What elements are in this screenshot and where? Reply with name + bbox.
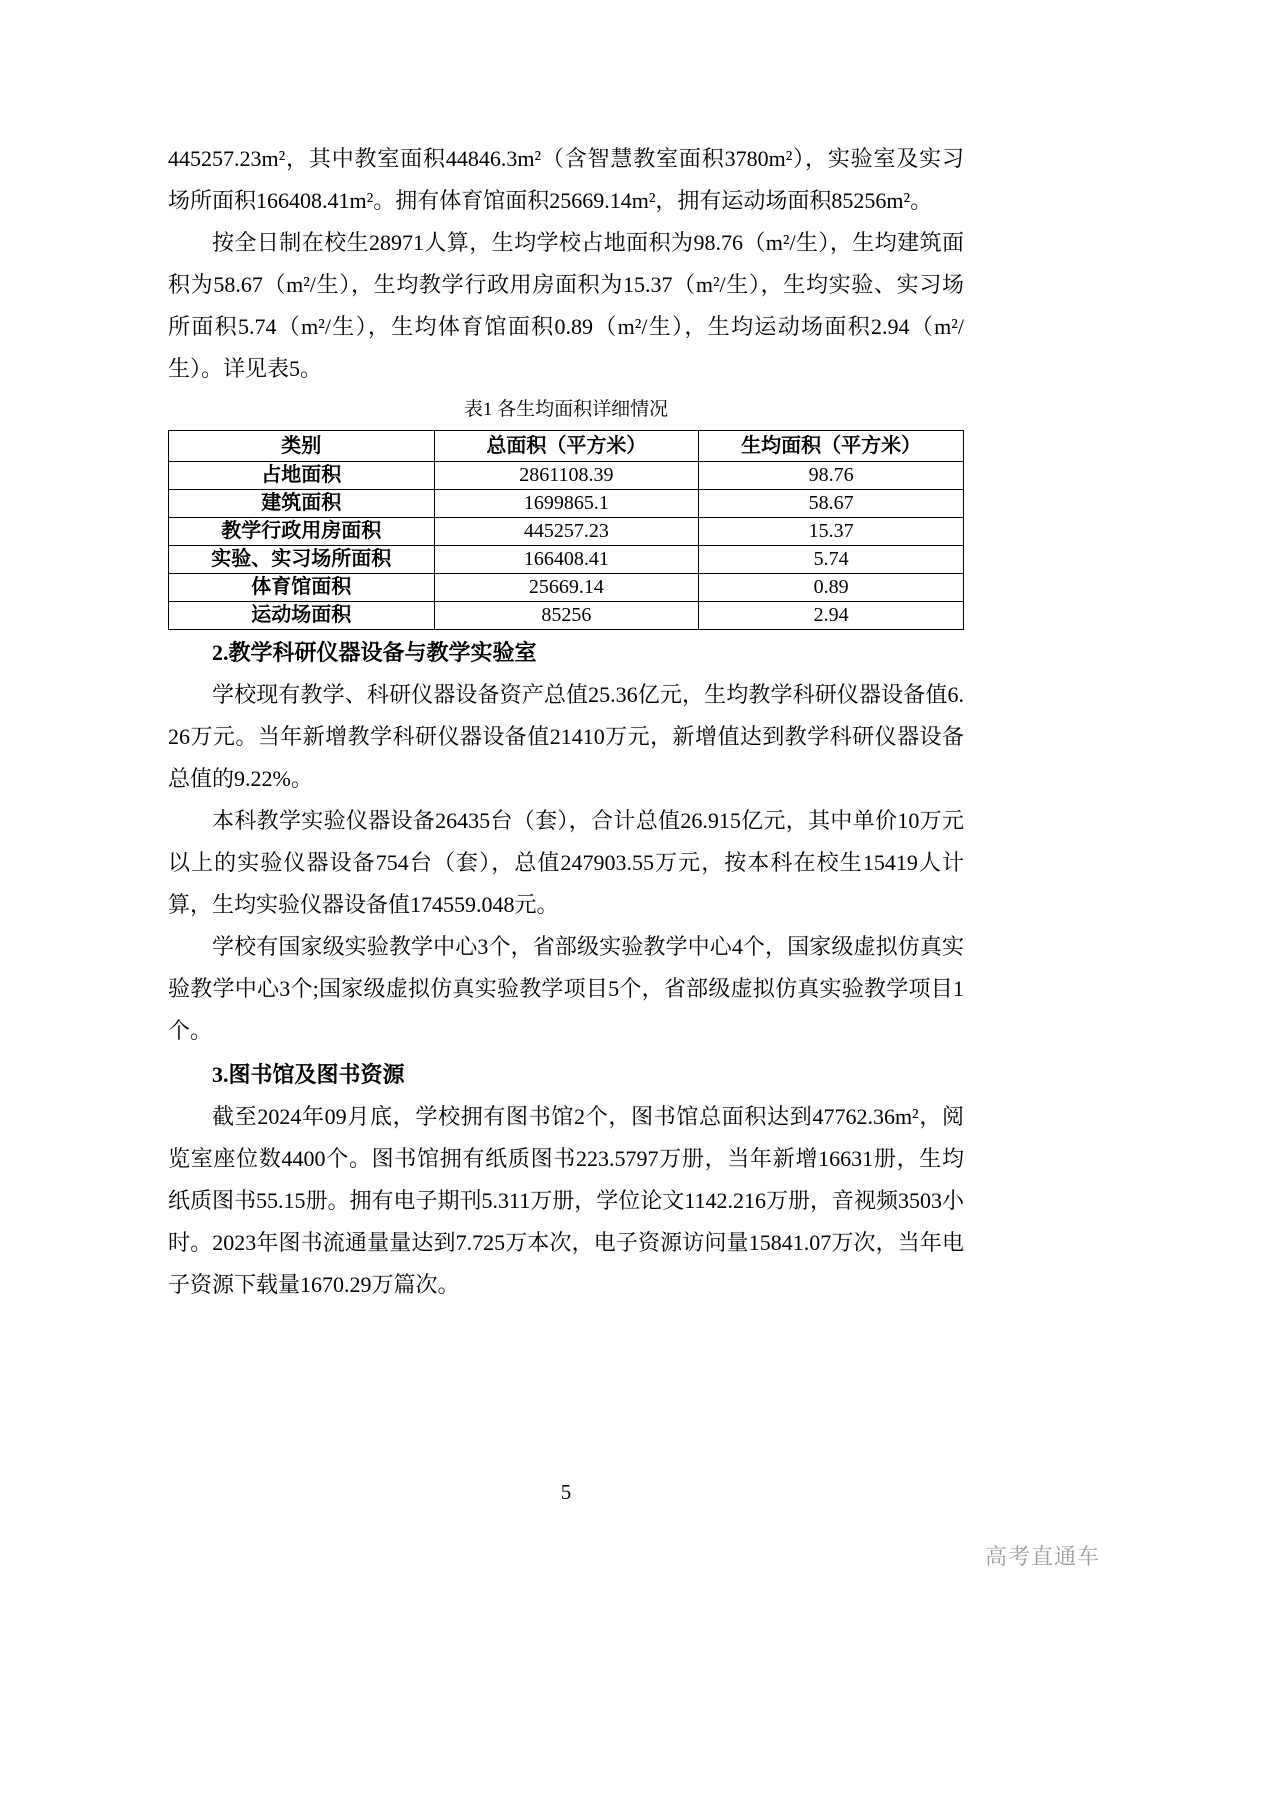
- row-per-student-area: 15.37: [699, 518, 964, 546]
- table-row-land-area: [169, 462, 964, 490]
- row-category: 实验、实习场所面积: [169, 546, 435, 574]
- page-content: [168, 138, 964, 1306]
- table-header-row: [169, 431, 964, 462]
- paragraph-per-student-areas: 按全日制在校生28971人算，生均学校占地面积为98.76（m²/生），生均建筑面积为58.67（m²/生），生均教学行政用房面积为15.37（m²/生），生均实验、实习场所面积5.74（m²/生），生均体育馆面积0.89（m²/生），生均运动场面积2.94（m²/生）。详见表5。: [168, 230, 964, 381]
- row-total-area: 85256: [434, 602, 699, 630]
- table-row-lab-area: [169, 546, 964, 574]
- row-per-student-area: 98.76: [699, 462, 964, 490]
- row-per-student-area: 5.74: [699, 546, 964, 574]
- paragraph-lab-equipment: 本科教学实验仪器设备26435台（套），合计总值26.915亿元，其中单价10万元以上的实验仪器设备754台（套），总值247903.55万元，按本科在校生15419人计算，生均实验仪器设备值174559.048元。: [168, 808, 964, 917]
- paragraph-building-areas: 445257.23m²，其中教室面积44846.3m²（含智慧教室面积3780m²），实验室及实习场所面积166408.41m²。拥有体育馆面积25669.14m²，拥有运动场面积85256m²。: [168, 146, 964, 213]
- row-total-area: 1699865.1: [434, 490, 699, 518]
- col-header-total-area: 总面积（平方米）: [434, 431, 699, 462]
- col-header-per-student-area: 生均面积（平方米）: [699, 431, 964, 462]
- row-per-student-area: 0.89: [699, 574, 964, 602]
- row-per-student-area: 58.67: [699, 490, 964, 518]
- row-category: 运动场面积: [169, 602, 435, 630]
- row-total-area: 166408.41: [434, 546, 699, 574]
- row-category: 体育馆面积: [169, 574, 435, 602]
- table-row-building-area: [169, 490, 964, 518]
- row-category: 建筑面积: [169, 490, 435, 518]
- row-total-area: 445257.23: [434, 518, 699, 546]
- section-heading-library: 3.图书馆及图书资源: [212, 1062, 405, 1087]
- paragraph-teaching-centers: 学校有国家级实验教学中心3个，省部级实验教学中心4个，国家级虚拟仿真实验教学中心3个;国家级虚拟仿真实验教学项目5个，省部级虚拟仿真实验教学项目1个。: [168, 934, 964, 1043]
- row-total-area: 2861108.39: [434, 462, 699, 490]
- per-student-area-table: [168, 430, 964, 630]
- watermark-text: 高考直通车: [985, 1544, 1101, 1569]
- row-per-student-area: 2.94: [699, 602, 964, 630]
- paragraph-library-resources: 截至2024年09月底，学校拥有图书馆2个，图书馆总面积达到47762.36m²，阅览室座位数4400个。图书馆拥有纸质图书223.5797万册，当年新增16631册，生均纸质图书55.15册。拥有电子期刊5.311万册，学位论文1142.216万册，音视频3503小时。2023年图书流通量量达到7.725万本次，电子资源访问量15841.07万次，当年电子资源下载量1670.29万篇次。: [168, 1104, 964, 1297]
- paragraph-equipment-value: 学校现有教学、科研仪器设备资产总值25.36亿元，生均教学科研仪器设备值6.26万元。当年新增教学科研仪器设备值21410万元，新增值达到教学科研仪器设备总值的9.22%。: [168, 682, 964, 791]
- row-category: 教学行政用房面积: [169, 518, 435, 546]
- table-row-sports-field-area: [169, 602, 964, 630]
- col-header-category: 类别: [169, 431, 435, 462]
- row-total-area: 25669.14: [434, 574, 699, 602]
- page-number: 5: [560, 1480, 572, 1504]
- table-row-admin-area: [169, 518, 964, 546]
- table-caption: 表1 各生均面积详细情况: [463, 399, 669, 420]
- section-heading-equipment: 2.教学科研仪器设备与教学实验室: [212, 640, 537, 665]
- table-row-gym-area: [169, 574, 964, 602]
- row-category: 占地面积: [169, 462, 435, 490]
